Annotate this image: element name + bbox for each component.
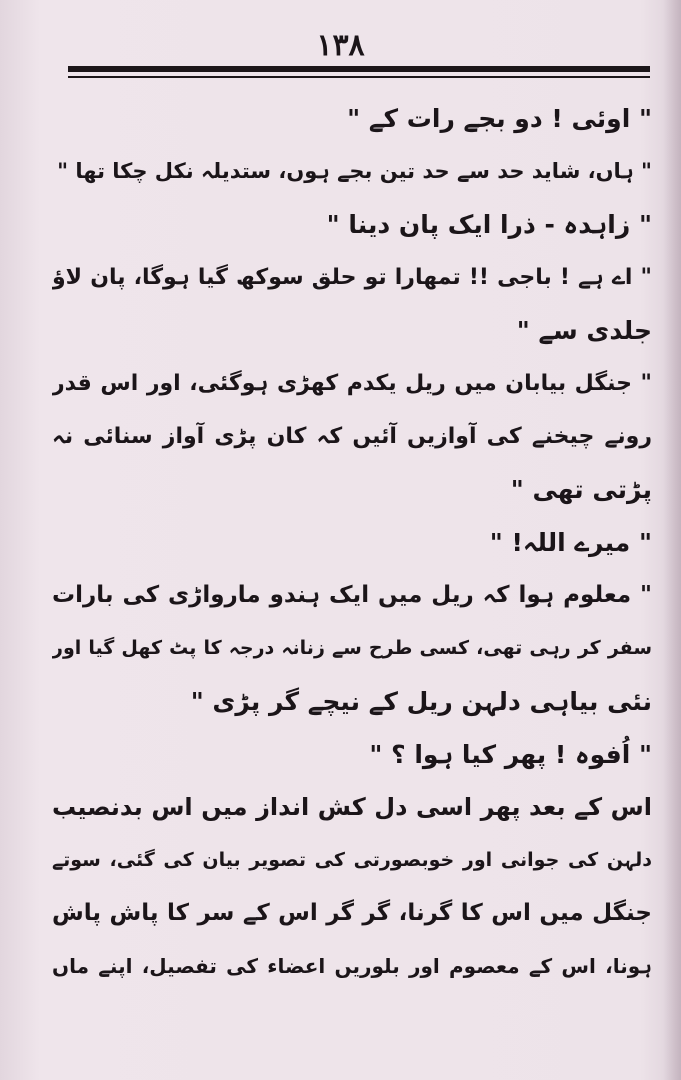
- text-line: ہونا، اس کے معصوم اور بلوریں اعضاء کی تفصیل، اپنے ماں: [52, 954, 652, 978]
- text-line: سفر کر رہی تھی، کسی طرح سے زنانہ درجہ کا پٹ کھل گیا اور: [52, 637, 652, 659]
- header-rule-thin: [68, 76, 650, 78]
- page-number: ۱۳۸: [316, 28, 365, 63]
- page-edge-shadow: [663, 0, 681, 1080]
- text-line: " جنگل بیابان میں ریل یکدم کھڑی ہوگئی، اور اس قدر: [52, 371, 652, 396]
- text-body: [52, 92, 652, 993]
- text-line: " اُفوہ ! پھر کیا ہوا ؟ ": [369, 740, 652, 769]
- text-line: " اے ہے ! باجی !! تمھارا تو حلق سوکھ گیا ہوگا، پان لاؤ: [52, 265, 652, 290]
- text-line: پڑتی تھی ": [510, 475, 652, 504]
- header-rule-thick: [68, 66, 650, 72]
- text-line: جلدی سے ": [516, 316, 652, 345]
- text-line: دلہن کی جوانی اور خوبصورتی کی تصویر بیان کی گئی، سوتے: [52, 849, 652, 871]
- text-line: " اوئی ! دو بجے رات کے ": [347, 104, 652, 133]
- text-line: نئی بیاہی دلہن ریل کے نیچے گر پڑی ": [190, 687, 652, 716]
- text-line: اس کے بعد پھر اسی دل کش انداز میں اس بدنصیب: [52, 793, 652, 821]
- text-line: " میرے اللہ! ": [489, 528, 652, 557]
- text-line: جنگل میں اس کا گرنا، گر گر اس کے سر کا پاش پاش: [52, 900, 652, 926]
- text-line: " معلوم ہوا کہ ریل میں ایک ہندو مارواڑی کی بارات: [52, 582, 652, 608]
- text-line: " زاہدہ - ذرا ایک پان دینا ": [326, 210, 652, 239]
- text-line: رونے چیخنے کی آوازیں آئیں کہ کان پڑی آواز سنائی نہ: [52, 424, 652, 449]
- text-line: " ہاں، شاید حد سے حد تین بجے ہوں، ستدیلہ نکل چکا تھا ": [57, 159, 652, 183]
